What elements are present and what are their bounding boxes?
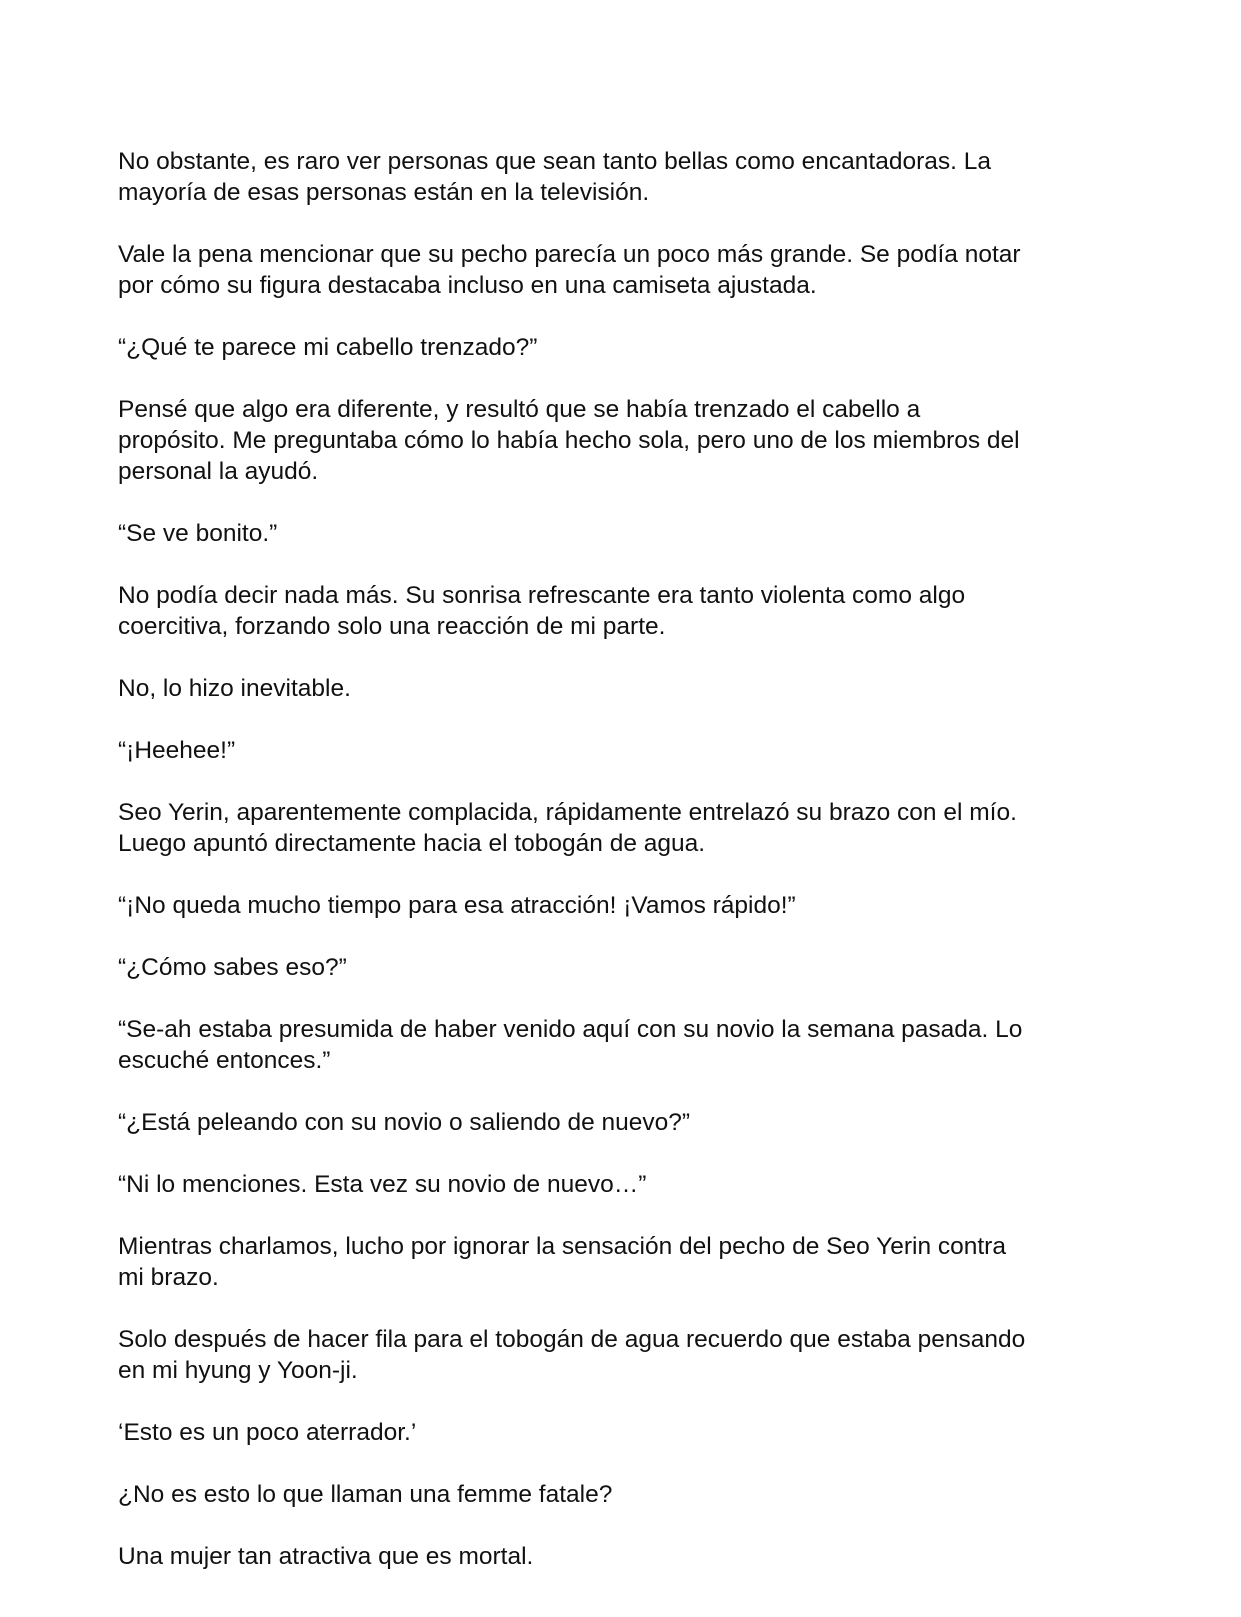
text-line: mi brazo. — [118, 1264, 219, 1291]
paragraph — [118, 239, 1118, 301]
text-line: No obstante, es raro ver personas que sean tanto bellas como encantadoras. La — [118, 148, 992, 175]
paragraph — [118, 1324, 1118, 1386]
paragraph — [118, 890, 1118, 921]
text-line: Solo después de hacer fila para el tobogán de agua recuerdo que estaba pensando — [118, 1326, 1026, 1353]
text-line: escuché entonces.” — [118, 1047, 331, 1074]
text-line: “Ni lo menciones. Esta vez su novio de nuevo…” — [118, 1171, 647, 1198]
text-line: No podía decir nada más. Su sonrisa refrescante era tanto violenta como algo — [118, 582, 966, 609]
document-body — [118, 146, 1118, 1603]
paragraph — [118, 797, 1118, 859]
text-line: Seo Yerin, aparentemente complacida, rápidamente entrelazó su brazo con el mío. — [118, 799, 1017, 826]
paragraph — [118, 1107, 1118, 1138]
text-line: propósito. Me preguntaba cómo lo había hecho sola, pero uno de los miembros del — [118, 427, 1020, 454]
paragraph — [118, 1417, 1118, 1448]
text-line: Una mujer tan atractiva que es mortal. — [118, 1543, 534, 1570]
paragraph — [118, 673, 1118, 704]
paragraph — [118, 1541, 1118, 1572]
paragraph — [118, 518, 1118, 549]
text-line: “¿Está peleando con su novio o saliendo de nuevo?” — [118, 1109, 691, 1136]
paragraph — [118, 1231, 1118, 1293]
paragraph — [118, 332, 1118, 363]
text-line: “¿Qué te parece mi cabello trenzado?” — [118, 334, 538, 361]
paragraph — [118, 1014, 1118, 1076]
text-line: mayoría de esas personas están en la televisión. — [118, 179, 650, 206]
text-line: “¡No queda mucho tiempo para esa atracción! ¡Vamos rápido!” — [118, 892, 796, 919]
text-line: en mi hyung y Yoon-ji. — [118, 1357, 358, 1384]
text-line: ¿No es esto lo que llaman una femme fatale? — [118, 1481, 613, 1508]
text-line: Vale la pena mencionar que su pecho parecía un poco más grande. Se podía notar — [118, 241, 1021, 268]
text-line: ‘Esto es un poco aterrador.’ — [118, 1419, 417, 1446]
text-line: No, lo hizo inevitable. — [118, 675, 351, 702]
text-line: Luego apuntó directamente hacia el tobogán de agua. — [118, 830, 706, 857]
paragraph — [118, 580, 1118, 642]
paragraph — [118, 394, 1118, 487]
paragraph — [118, 1479, 1118, 1510]
paragraph — [118, 1169, 1118, 1200]
text-line: por cómo su figura destacaba incluso en una camiseta ajustada. — [118, 272, 817, 299]
text-line: “¿Cómo sabes eso?” — [118, 954, 347, 981]
text-line: “¡Heehee!” — [118, 737, 236, 764]
text-line: personal la ayudó. — [118, 458, 319, 485]
text-line: Pensé que algo era diferente, y resultó que se había trenzado el cabello a — [118, 396, 921, 423]
paragraph — [118, 146, 1118, 208]
text-line: “Se-ah estaba presumida de haber venido aquí con su novio la semana pasada. Lo — [118, 1016, 1023, 1043]
text-line: Mientras charlamos, lucho por ignorar la sensación del pecho de Seo Yerin contra — [118, 1233, 1006, 1260]
paragraph — [118, 735, 1118, 766]
paragraph — [118, 952, 1118, 983]
text-line: “Se ve bonito.” — [118, 520, 278, 547]
text-line: coercitiva, forzando solo una reacción de mi parte. — [118, 613, 666, 640]
